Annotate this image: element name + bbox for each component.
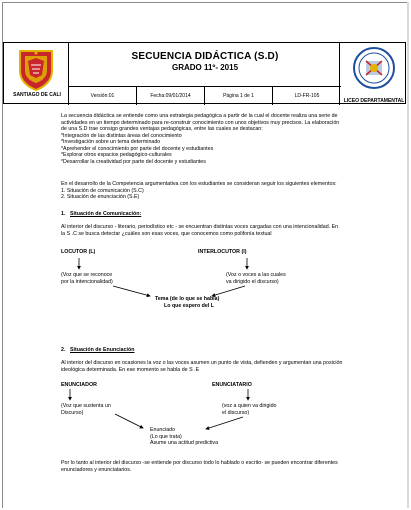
intro-line: La secuencia didáctica se entiende como una estrategia pedagógica a partir de la cual el docente realiza una serie de (61, 113, 338, 119)
version-cell: Versión:01 (69, 87, 137, 105)
tema-sublabel: Lo que espero del L (164, 303, 215, 309)
intro-bullet: *Desarrollar la creatividad por parte del docente y estudiantes (61, 158, 206, 165)
competencia-item: 1. Situación de comunicación (S.C) (61, 187, 144, 194)
document-subtitle: GRADO 11º- 2015 (171, 63, 239, 72)
voz-locutor: (Voz que se reconoce (61, 272, 113, 278)
intro-line: actividades en un tiempo determinado para re-construir conocimiento con unos objetivos muy precisos. La elaboración (61, 119, 340, 126)
arrow-to-enunciado-right (206, 417, 243, 429)
voz-enunciatario: el discurso) (222, 409, 250, 416)
voz-enunciador: (Voz que sustenta un (61, 403, 111, 409)
intro-bullet: *Investigación sobre un tema determinado (61, 139, 161, 145)
arrow-to-enunciado-left (115, 414, 143, 428)
intro-line: de una S.D trae consigo grandes ventajas pedagógicas, entre las cuales se destacan: (61, 126, 263, 132)
voz-interlocutor: (Voz o voces a las cuales (226, 272, 286, 278)
closing-line: enunciadores y enunciatarios. (61, 466, 132, 473)
intro-bullet: *Integración de las distintas áreas del conocimiento (61, 132, 182, 139)
section1-body: la S .C se busca detectar ¿cuáles son esas voces, que conocemos como polifonía textual (61, 230, 272, 237)
interlocutor-label: INTERLOCUTOR (I) (198, 249, 247, 255)
code-cell: LD-FR-105 (294, 93, 320, 99)
school-right-label: LICEO DEPARTAMENTAL (343, 98, 405, 104)
arrow-to-tema-right (212, 286, 245, 296)
enunciado-sublabel: Asume una actitud predictiva (150, 440, 219, 446)
enunciado-sublabel: (Lo que trata) (150, 433, 182, 440)
school-left-label: SANTIAGO DE CALI (13, 92, 61, 98)
section2-body: Al interior del discurso en ocasiones la voz o las voces asumen un punto de vista, defienden y argumentan una posición (61, 360, 343, 366)
enunciado-label: Enunciado (150, 427, 176, 433)
section2-number: 2. (61, 347, 66, 353)
voz-interlocutor: va dirigido el discurso) (226, 278, 279, 285)
intro-bullet: *Aprehender el conocimiento por parte del docente y estudiantes (61, 145, 214, 152)
voz-enunciatario: (voz a quien va dirigido (222, 403, 277, 409)
tema-label: Tema (de lo que se habla) (155, 296, 220, 302)
intro-bullet: *Explorar otros espacios pedagógico-culturales (61, 152, 172, 158)
enunciatario-label: ENUNCIATARIO (212, 382, 252, 388)
section1-body: Al interior del discurso - literario, periodístico etc - se encuentran distintas voces cargadas con una intencionalidad. En (61, 224, 339, 230)
section1-title: Situación de Comunicación: (70, 211, 142, 217)
section2-body: ideológica determinada. En ese momento se habla de S .E (61, 366, 200, 373)
page-number-cell: Página 1 de 1 (205, 87, 273, 105)
section2-title: Situación de Enunciación (70, 347, 135, 353)
enunciador-label: ENUNCIADOR (61, 382, 97, 388)
closing-line: Por lo tanto al interior del discurso -se entiende por discurso todo lo hablado o escrito- se pueden encontrar diferentes (61, 460, 338, 466)
document-title: SECUENCIA DIDÁCTICA (S.D) (131, 51, 279, 62)
locutor-label: LOCUTOR (L) (61, 249, 96, 255)
competencia-item: 2. Situación de enunciación (S.E) (61, 194, 140, 200)
section1-number: 1. (61, 211, 66, 217)
competencia-line: En el desarrollo de la Competencia argumentativa con los estudiantes se consideran seguir los siguientes elementos: (61, 181, 337, 187)
voz-locutor: por la intencionalidad) (61, 278, 113, 285)
arrow-to-tema-left (113, 286, 150, 296)
date-cell: Fecha:09/01/2014 (137, 87, 205, 105)
voz-enunciador: Discurso) (61, 409, 84, 416)
